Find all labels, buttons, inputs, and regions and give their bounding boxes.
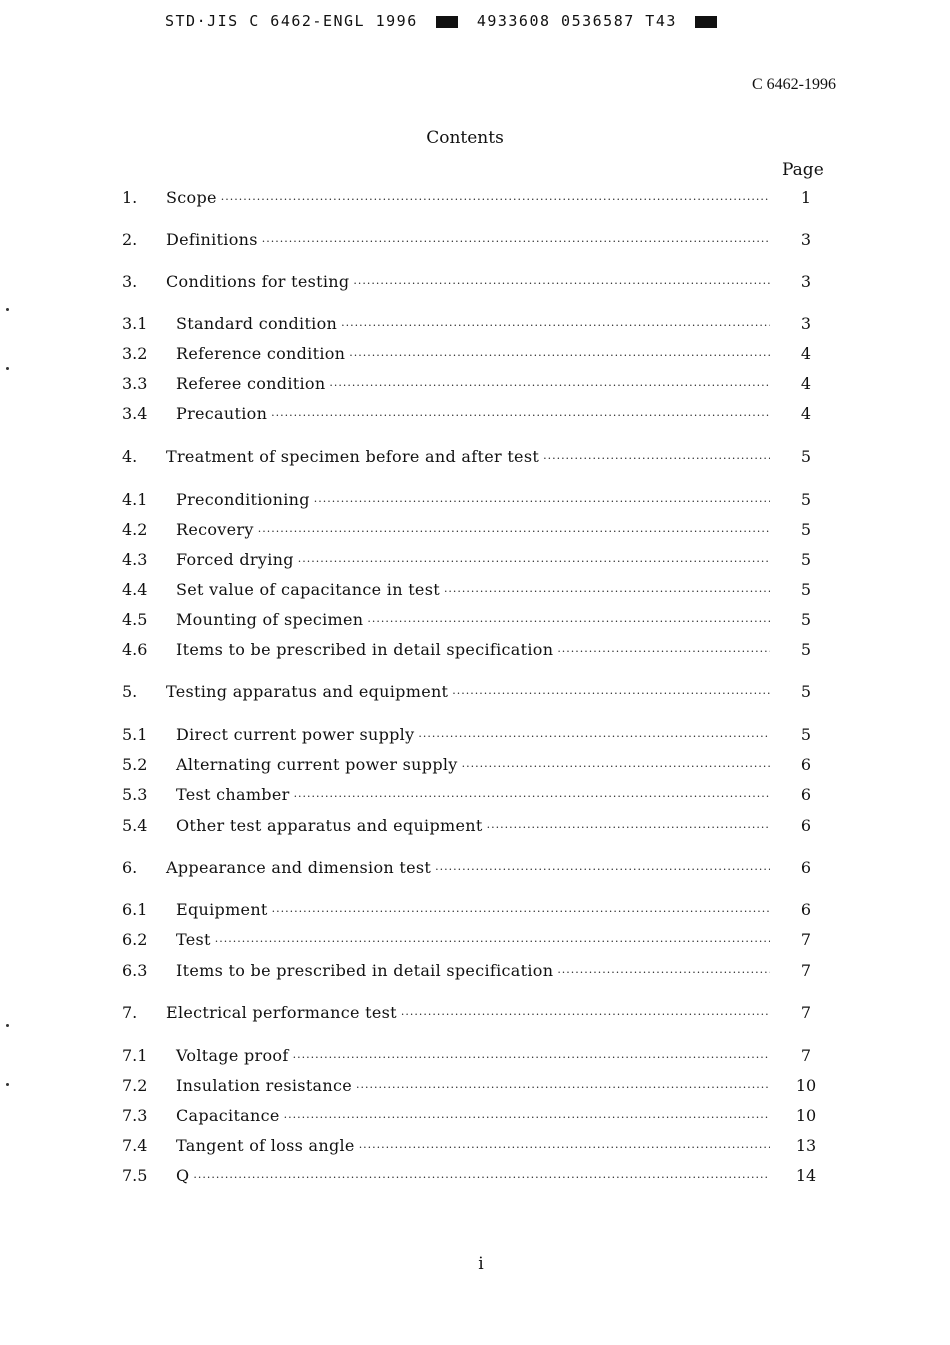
toc-entry-title-wrap [176, 373, 770, 397]
toc-entry-page: 6 [800, 900, 812, 919]
dot-leader [356, 1077, 770, 1099]
redaction-block [695, 16, 717, 28]
toc-entry [0, 271, 950, 293]
toc-entry-number: 4.1 [122, 490, 148, 509]
toc-entry-page: 6 [800, 785, 812, 804]
scan-speck [6, 367, 9, 370]
toc-entry-title-wrap [166, 857, 770, 881]
toc-entry-number: 3.3 [122, 374, 148, 393]
dot-leader [294, 786, 770, 808]
toc-entry-title: Treatment of specimen before and after test [166, 447, 540, 466]
toc-entry-title: Other test apparatus and equipment [176, 816, 483, 835]
dot-leader [314, 491, 770, 513]
toc-entry [0, 489, 950, 511]
dot-leader [272, 901, 770, 923]
page-title: Contents [426, 128, 504, 148]
toc-entry-page: 13 [795, 1136, 817, 1155]
toc-entry-title: Electrical performance test [166, 1003, 397, 1022]
toc-entry-number: 7.5 [122, 1166, 148, 1185]
toc-entry [0, 784, 950, 806]
dot-leader [557, 641, 770, 663]
dot-leader [444, 581, 770, 603]
dot-leader [557, 962, 770, 984]
toc-entry-title-wrap [176, 1165, 770, 1189]
toc-entry-title: Tangent of loss angle [176, 1136, 355, 1155]
toc-entry-title: Alternating current power supply [176, 755, 458, 774]
toc-entry-page: 5 [800, 520, 812, 539]
toc-entry-title-wrap [176, 929, 770, 953]
toc-entry-number: 7.1 [122, 1046, 148, 1065]
toc-entry-page: 6 [800, 816, 812, 835]
toc-entry-page: 6 [800, 858, 812, 877]
toc-entry-number: 2. [122, 230, 138, 249]
toc-entry [0, 1105, 950, 1127]
toc-entry [0, 754, 950, 776]
toc-entry [0, 857, 950, 879]
toc-entry-title: Testing apparatus and equipment [166, 682, 449, 701]
toc-entry-title: Recovery [176, 520, 254, 539]
toc-entry [0, 229, 950, 251]
toc-entry-page: 7 [800, 1003, 812, 1022]
toc-entry-number: 7.4 [122, 1136, 148, 1155]
toc-entry-number: 4.3 [122, 550, 148, 569]
toc-entry [0, 343, 950, 365]
toc-entry-title-wrap [166, 446, 770, 470]
toc-entry-title-wrap [166, 229, 770, 253]
toc-entry-title-wrap [176, 754, 770, 778]
toc-entry-title-wrap [166, 187, 770, 211]
toc-entry-title: Items to be prescribed in detail specification [176, 640, 554, 659]
toc-entry-number: 3.4 [122, 404, 148, 423]
toc-entry-title-wrap [176, 1075, 770, 1099]
toc-entry-number: 6. [122, 858, 138, 877]
page-column-heading: Page [782, 160, 824, 180]
toc-entry-page: 7 [800, 1046, 812, 1065]
toc-entry-title-wrap [176, 489, 770, 513]
toc-entry [0, 1045, 950, 1067]
dot-leader [435, 859, 770, 881]
scan-speck [6, 1083, 9, 1086]
toc-entry-title: Forced drying [176, 550, 294, 569]
toc-entry [0, 373, 950, 395]
toc-entry-title-wrap [176, 579, 770, 603]
toc-entry-page: 3 [800, 314, 812, 333]
toc-entry-page: 4 [800, 344, 812, 363]
dot-leader [543, 448, 770, 470]
toc-entry-page: 1 [800, 188, 812, 207]
toc-entry-page: 5 [800, 447, 812, 466]
toc-entry-number: 6.3 [122, 961, 148, 980]
toc-entry-title: Standard condition [176, 314, 338, 333]
toc-entry-number: 5.3 [122, 785, 148, 804]
toc-entry-title-wrap [166, 1002, 770, 1026]
toc-entry-page: 6 [800, 755, 812, 774]
toc-entry-page: 5 [800, 640, 812, 659]
toc-entry-title-wrap [176, 1135, 770, 1159]
dot-leader [221, 189, 770, 211]
toc-entry-title-wrap [176, 403, 770, 427]
dot-leader [349, 345, 770, 367]
dot-leader [359, 1137, 770, 1159]
toc-entry-page: 10 [795, 1076, 817, 1095]
toc-entry-number: 7.2 [122, 1076, 148, 1095]
toc-entry-title-wrap [176, 960, 770, 984]
dot-leader [353, 273, 770, 295]
header-code-left: STD·JIS C 6462-ENGL 1996 [165, 12, 418, 30]
toc-entry [0, 681, 950, 703]
toc-entry-title-wrap [166, 681, 770, 705]
toc-entry-title: Set value of capacitance in test [176, 580, 440, 599]
toc-entry [0, 960, 950, 982]
toc-entry-title: Definitions [166, 230, 258, 249]
toc-entry [0, 639, 950, 661]
toc-entry [0, 446, 950, 468]
toc-entry-page: 5 [800, 610, 812, 629]
toc-entry-title: Voltage proof [176, 1046, 289, 1065]
dot-leader [293, 1047, 770, 1069]
dot-leader [298, 551, 770, 573]
toc-entry [0, 519, 950, 541]
toc-entry-title: Direct current power supply [176, 725, 415, 744]
toc-entry-number: 4.4 [122, 580, 148, 599]
toc-entry-number: 7.3 [122, 1106, 148, 1125]
toc-entry-title: Precaution [176, 404, 268, 423]
toc-entry-title: Test chamber [176, 785, 290, 804]
toc-entry-title-wrap [176, 313, 770, 337]
toc-entry-number: 6.2 [122, 930, 148, 949]
toc-entry-page: 4 [800, 404, 812, 423]
toc-entry-page: 4 [800, 374, 812, 393]
toc-entry [0, 609, 950, 631]
scan-header-code [165, 12, 725, 30]
toc-entry-title: Capacitance [176, 1106, 280, 1125]
toc-entry [0, 1135, 950, 1157]
toc-entry [0, 929, 950, 951]
toc-entry-number: 5.1 [122, 725, 148, 744]
toc-entry-title-wrap [176, 815, 770, 839]
toc-entry [0, 403, 950, 425]
dot-leader [284, 1107, 770, 1129]
toc-entry-title-wrap [176, 1105, 770, 1129]
toc-entry-title-wrap [176, 609, 770, 633]
toc-entry-title: Equipment [176, 900, 268, 919]
toc-entry-title-wrap [176, 549, 770, 573]
toc-entry-number: 3.1 [122, 314, 148, 333]
toc-entry-title-wrap [176, 639, 770, 663]
toc-entry-title: Test [176, 930, 211, 949]
toc-entry-number: 4. [122, 447, 138, 466]
toc-entry-number: 7. [122, 1003, 138, 1022]
toc-entry-number: 4.2 [122, 520, 148, 539]
toc-entry [0, 1165, 950, 1187]
toc-entry [0, 815, 950, 837]
toc-entry-number: 5. [122, 682, 138, 701]
toc-entry-title-wrap [176, 1045, 770, 1069]
toc-entry-number: 1. [122, 188, 138, 207]
dot-leader [367, 611, 770, 633]
dot-leader [452, 683, 770, 705]
dot-leader [462, 756, 770, 778]
scan-speck [6, 308, 9, 311]
toc-entry-page: 3 [800, 230, 812, 249]
toc-entry-title-wrap [176, 343, 770, 367]
toc-entry-page: 7 [800, 961, 812, 980]
toc-entry [0, 1002, 950, 1024]
toc-entry-title: Insulation resistance [176, 1076, 353, 1095]
toc-entry-title-wrap [176, 899, 770, 923]
redaction-block [436, 16, 458, 28]
footer-page-number: i [478, 1254, 484, 1274]
toc-entry-page: 5 [800, 550, 812, 569]
dot-leader [329, 375, 770, 397]
document-id: C 6462-1996 [752, 76, 836, 93]
dot-leader [193, 1167, 770, 1189]
dot-leader [418, 726, 770, 748]
toc-entry-page: 7 [800, 930, 812, 949]
toc-entry-page: 5 [800, 682, 812, 701]
toc-entry-title: Mounting of specimen [176, 610, 364, 629]
toc-entry [0, 899, 950, 921]
toc-entry-number: 3.2 [122, 344, 148, 363]
toc-entry-number: 4.5 [122, 610, 148, 629]
toc-entry-title: Referee condition [176, 374, 326, 393]
dot-leader [487, 817, 770, 839]
toc-entry-title: Preconditioning [176, 490, 310, 509]
toc-entry-title: Appearance and dimension test [166, 858, 432, 877]
toc-entry-number: 5.2 [122, 755, 148, 774]
toc-entry-number: 5.4 [122, 816, 148, 835]
toc-entry-page: 10 [795, 1106, 817, 1125]
toc-entry-page: 3 [800, 272, 812, 291]
dot-leader [262, 231, 770, 253]
toc-entry-title: Scope [166, 188, 217, 207]
toc-entry [0, 579, 950, 601]
toc-entry-title-wrap [176, 784, 770, 808]
dot-leader [271, 405, 770, 427]
toc-entry-page: 5 [800, 580, 812, 599]
toc-entry-number: 3. [122, 272, 138, 291]
toc-entry-title: Reference condition [176, 344, 346, 363]
toc-entry-page: 14 [795, 1166, 817, 1185]
toc-entry [0, 1075, 950, 1097]
toc-entry-page: 5 [800, 490, 812, 509]
header-code-mid: 4933608 0536587 T43 [476, 12, 677, 30]
dot-leader [215, 931, 770, 953]
scan-speck [6, 1024, 9, 1027]
toc-entry [0, 313, 950, 335]
toc-entry [0, 724, 950, 746]
toc-entry [0, 549, 950, 571]
toc-entry-title: Conditions for testing [166, 272, 350, 291]
toc-entry-title-wrap [176, 724, 770, 748]
toc-entry-title: Items to be prescribed in detail specification [176, 961, 554, 980]
toc-entry-number: 6.1 [122, 900, 148, 919]
toc-entry-title-wrap [166, 271, 770, 295]
dot-leader [401, 1004, 770, 1026]
dot-leader [341, 315, 770, 337]
toc-entry [0, 187, 950, 209]
toc-entry-number: 4.6 [122, 640, 148, 659]
dot-leader [258, 521, 770, 543]
toc-entry-page: 5 [800, 725, 812, 744]
toc-entry-title: Q [176, 1166, 190, 1185]
toc-entry-title-wrap [176, 519, 770, 543]
